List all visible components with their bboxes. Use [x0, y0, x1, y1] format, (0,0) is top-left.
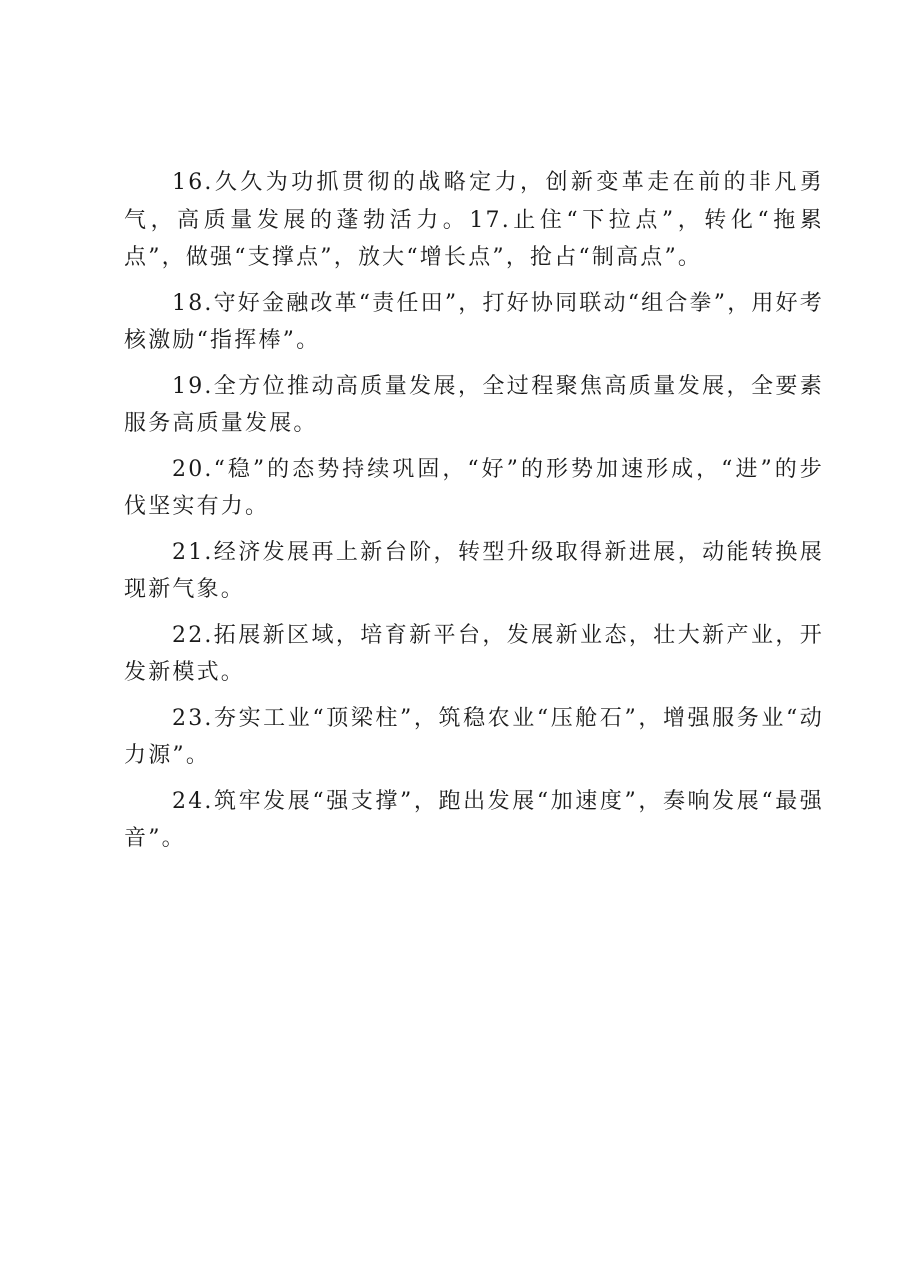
paragraph-19: 19.全方位推动高质量发展，全过程聚焦高质量发展，全要素服务高质量发展。	[124, 373, 824, 436]
paragraph-18: 18.守好金融改革“责任田”，打好协同联动“组合拳”，用好考核激励“指挥棒”。	[124, 290, 824, 353]
document-body	[124, 164, 824, 866]
paragraph-23: 23.夯实工业“顶梁柱”，筑稳农业“压舱石”，增强服务业“动力源”。	[124, 705, 824, 768]
paragraph-24: 24.筑牢发展“强支撑”，跑出发展“加速度”，奏响发展“最强音”。	[124, 788, 824, 851]
paragraph-20: 20.“稳”的态势持续巩固，“好”的形势加速形成，“进”的步伐坚实有力。	[124, 456, 824, 519]
paragraph-22: 22.拓展新区域，培育新平台，发展新业态，壮大新产业，开发新模式。	[124, 622, 824, 685]
paragraph-16-17: 16.久久为功抓贯彻的战略定力，创新变革走在前的非凡勇气，高质量发展的蓬勃活力。17.止住“下拉点”，转化“拖累点”，做强“支撑点”，放大“增长点”，抢占“制高点”。	[124, 170, 824, 270]
paragraph-21: 21.经济发展再上新台阶，转型升级取得新进展，动能转换展现新气象。	[124, 539, 824, 602]
